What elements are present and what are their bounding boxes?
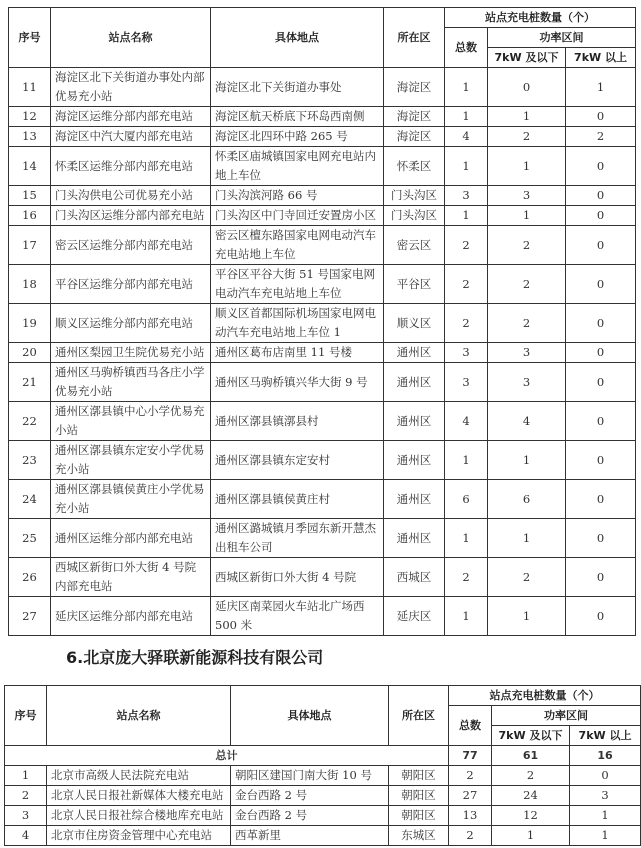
cell-low: 1 [488,107,566,127]
cell-address: 平谷区平谷大街 51 号国家电网电动汽车充电站地上车位 [211,265,384,304]
cell-address: 金台西路 2 号 [231,786,389,806]
cell-address: 通州区漷县镇漷县村 [211,402,384,441]
cell-high: 0 [566,206,636,226]
cell-name: 海淀区中汽大厦内部充电站 [51,127,211,147]
header-power-range: 功率区间 [488,28,636,48]
cell-high: 0 [566,304,636,343]
cell-district: 东城区 [389,826,449,846]
cell-high: 1 [570,826,641,846]
cell-high: 0 [566,519,636,558]
cell-seq: 11 [9,68,51,107]
cell-seq: 25 [9,519,51,558]
summary-total: 77 [449,746,492,766]
table-row [5,766,641,786]
table-row [9,402,636,441]
cell-seq: 4 [5,826,47,846]
cell-total: 2 [445,304,488,343]
table-row [9,127,636,147]
cell-district: 通州区 [384,402,445,441]
cell-seq: 2 [5,786,47,806]
cell-district: 门头沟区 [384,186,445,206]
cell-total: 27 [449,786,492,806]
cell-high: 0 [566,107,636,127]
cell-low: 0 [488,68,566,107]
cell-low: 2 [488,127,566,147]
charging-station-table-continued [8,7,636,636]
cell-name: 通州区马驹桥镇西马各庄小学优易充小站 [51,363,211,402]
table-row [9,226,636,265]
cell-address: 延庆区南菜园火车站北广场西 500 米 [211,597,384,636]
summary-label: 总计 [5,746,449,766]
header-high: 7kW 以上 [570,726,641,746]
cell-seq: 16 [9,206,51,226]
header-count-group: 站点充电桩数量（个） [449,686,641,706]
table-row [9,304,636,343]
table-row [9,558,636,597]
cell-seq: 24 [9,480,51,519]
cell-district: 朝阳区 [389,766,449,786]
cell-district: 海淀区 [384,127,445,147]
cell-address: 海淀区航天桥底下环岛西南侧 [211,107,384,127]
cell-total: 1 [445,597,488,636]
cell-total: 1 [445,147,488,186]
cell-seq: 17 [9,226,51,265]
cell-low: 4 [488,402,566,441]
cell-seq: 22 [9,402,51,441]
cell-address: 通州区潞城镇月季园东新开慧杰出租车公司 [211,519,384,558]
cell-seq: 13 [9,127,51,147]
table-row [9,519,636,558]
header-district: 所在区 [389,686,449,746]
cell-name: 海淀区北下关街道办事处内部优易充小站 [51,68,211,107]
cell-district: 通州区 [384,480,445,519]
cell-low: 1 [492,826,570,846]
cell-total: 2 [449,826,492,846]
cell-district: 通州区 [384,519,445,558]
cell-low: 2 [492,766,570,786]
cell-address: 通州区葛布店南里 11 号楼 [211,343,384,363]
cell-seq: 19 [9,304,51,343]
cell-seq: 20 [9,343,51,363]
cell-name: 怀柔区运维分部内部充电站 [51,147,211,186]
cell-name: 密云区运维分部内部充电站 [51,226,211,265]
header-total: 总数 [449,706,492,746]
cell-low: 3 [488,186,566,206]
table-row [5,786,641,806]
cell-seq: 23 [9,441,51,480]
cell-address: 通州区马驹桥镇兴华大街 9 号 [211,363,384,402]
cell-high: 0 [566,226,636,265]
cell-address: 西革新里 [231,826,389,846]
header-high: 7kW 以上 [566,48,636,68]
table-row [9,186,636,206]
cell-name: 西城区新街口外大街 4 号院内部充电站 [51,558,211,597]
cell-high: 0 [566,186,636,206]
cell-district: 通州区 [384,343,445,363]
cell-low: 6 [488,480,566,519]
cell-address: 海淀区北四环中路 265 号 [211,127,384,147]
table-row [5,806,641,826]
cell-high: 0 [566,597,636,636]
cell-high: 1 [566,68,636,107]
cell-low: 1 [488,597,566,636]
cell-seq: 27 [9,597,51,636]
cell-seq: 15 [9,186,51,206]
cell-low: 1 [488,147,566,186]
cell-name: 通州区运维分部内部充电站 [51,519,211,558]
cell-address: 海淀区北下关街道办事处 [211,68,384,107]
cell-total: 3 [445,363,488,402]
cell-address: 密云区檀东路国家电网电动汽车充电站地上车位 [211,226,384,265]
cell-seq: 1 [5,766,47,786]
table-row [9,363,636,402]
cell-low: 3 [488,343,566,363]
table-row [9,480,636,519]
cell-high: 0 [566,363,636,402]
cell-seq: 14 [9,147,51,186]
cell-seq: 3 [5,806,47,826]
cell-high: 1 [570,806,641,826]
cell-high: 0 [566,441,636,480]
cell-low: 12 [492,806,570,826]
cell-district: 怀柔区 [384,147,445,186]
cell-total: 1 [445,441,488,480]
cell-district: 西城区 [384,558,445,597]
header-low: 7kW 及以下 [492,726,570,746]
table-row [9,597,636,636]
table-row [9,68,636,107]
cell-seq: 18 [9,265,51,304]
cell-low: 3 [488,363,566,402]
header-name: 站点名称 [51,8,211,68]
summary-high: 16 [570,746,641,766]
header-count-group: 站点充电桩数量（个） [445,8,636,28]
cell-name: 平谷区运维分部内部充电站 [51,265,211,304]
table-row [9,265,636,304]
cell-high: 0 [570,766,641,786]
cell-high: 0 [566,402,636,441]
cell-seq: 26 [9,558,51,597]
cell-address: 怀柔区庙城镇国家电网充电站内地上车位 [211,147,384,186]
cell-name: 北京人民日报社综合楼地库充电站 [47,806,231,826]
cell-total: 2 [445,226,488,265]
header-address: 具体地点 [211,8,384,68]
table-row [9,107,636,127]
table-row [9,206,636,226]
cell-total: 1 [445,107,488,127]
cell-address: 门头沟滨河路 66 号 [211,186,384,206]
cell-total: 3 [445,186,488,206]
cell-name: 通州区漷县镇中心小学优易充小站 [51,402,211,441]
cell-district: 门头沟区 [384,206,445,226]
cell-high: 0 [566,480,636,519]
header-total: 总数 [445,28,488,68]
table-row [9,441,636,480]
cell-name: 延庆区运维分部内部充电站 [51,597,211,636]
cell-address: 通州区漷县镇侯黄庄村 [211,480,384,519]
cell-name: 门头沟区运维分部内部充电站 [51,206,211,226]
cell-total: 4 [445,127,488,147]
cell-low: 24 [492,786,570,806]
cell-total: 1 [445,68,488,107]
cell-low: 1 [488,441,566,480]
cell-seq: 12 [9,107,51,127]
cell-name: 北京市住房资金管理中心充电站 [47,826,231,846]
header-district: 所在区 [384,8,445,68]
cell-name: 通州区漷县镇侯黄庄小学优易充小站 [51,480,211,519]
cell-total: 3 [445,343,488,363]
cell-high: 0 [566,147,636,186]
cell-name: 北京市高级人民法院充电站 [47,766,231,786]
header-power-range: 功率区间 [492,706,641,726]
cell-name: 海淀区运维分部内部充电站 [51,107,211,127]
cell-district: 朝阳区 [389,786,449,806]
cell-address: 通州区漷县镇东定安村 [211,441,384,480]
cell-total: 1 [445,519,488,558]
cell-low: 1 [488,519,566,558]
table-row [9,147,636,186]
cell-total: 2 [445,265,488,304]
cell-total: 2 [449,766,492,786]
cell-district: 海淀区 [384,68,445,107]
cell-low: 1 [488,206,566,226]
cell-address: 门头沟区中门寺回迁安置房小区 [211,206,384,226]
cell-name: 门头沟供电公司优易充小站 [51,186,211,206]
cell-total: 6 [445,480,488,519]
cell-name: 顺义区运维分部内部充电站 [51,304,211,343]
header-low: 7kW 及以下 [488,48,566,68]
cell-address: 金台西路 2 号 [231,806,389,826]
cell-district: 平谷区 [384,265,445,304]
header-seq: 序号 [5,686,47,746]
cell-total: 1 [445,206,488,226]
summary-low: 61 [492,746,570,766]
header-seq: 序号 [9,8,51,68]
cell-high: 0 [566,558,636,597]
cell-seq: 21 [9,363,51,402]
cell-district: 朝阳区 [389,806,449,826]
cell-district: 延庆区 [384,597,445,636]
cell-high: 2 [566,127,636,147]
table-row [9,343,636,363]
cell-high: 3 [570,786,641,806]
header-name: 站点名称 [47,686,231,746]
cell-low: 2 [488,304,566,343]
cell-district: 海淀区 [384,107,445,127]
section-title: 6.北京庞大驿联新能源科技有限公司 [66,648,324,667]
cell-district: 密云区 [384,226,445,265]
cell-address: 西城区新街口外大街 4 号院 [211,558,384,597]
cell-low: 2 [488,265,566,304]
cell-total: 4 [445,402,488,441]
cell-district: 顺义区 [384,304,445,343]
cell-name: 通州区漷县镇东定安小学优易充小站 [51,441,211,480]
cell-high: 0 [566,343,636,363]
cell-high: 0 [566,265,636,304]
cell-total: 13 [449,806,492,826]
summary-row [5,746,641,766]
cell-low: 2 [488,226,566,265]
cell-total: 2 [445,558,488,597]
cell-low: 2 [488,558,566,597]
cell-address: 顺义区首都国际机场国家电网电动汽车充电站地上车位 1 [211,304,384,343]
cell-address: 朝阳区建国门南大街 10 号 [231,766,389,786]
cell-district: 通州区 [384,363,445,402]
cell-district: 通州区 [384,441,445,480]
table-row [5,826,641,846]
header-address: 具体地点 [231,686,389,746]
pangda-station-table [4,685,641,846]
cell-name: 通州区梨园卫生院优易充小站 [51,343,211,363]
cell-name: 北京人民日报社新媒体大楼充电站 [47,786,231,806]
